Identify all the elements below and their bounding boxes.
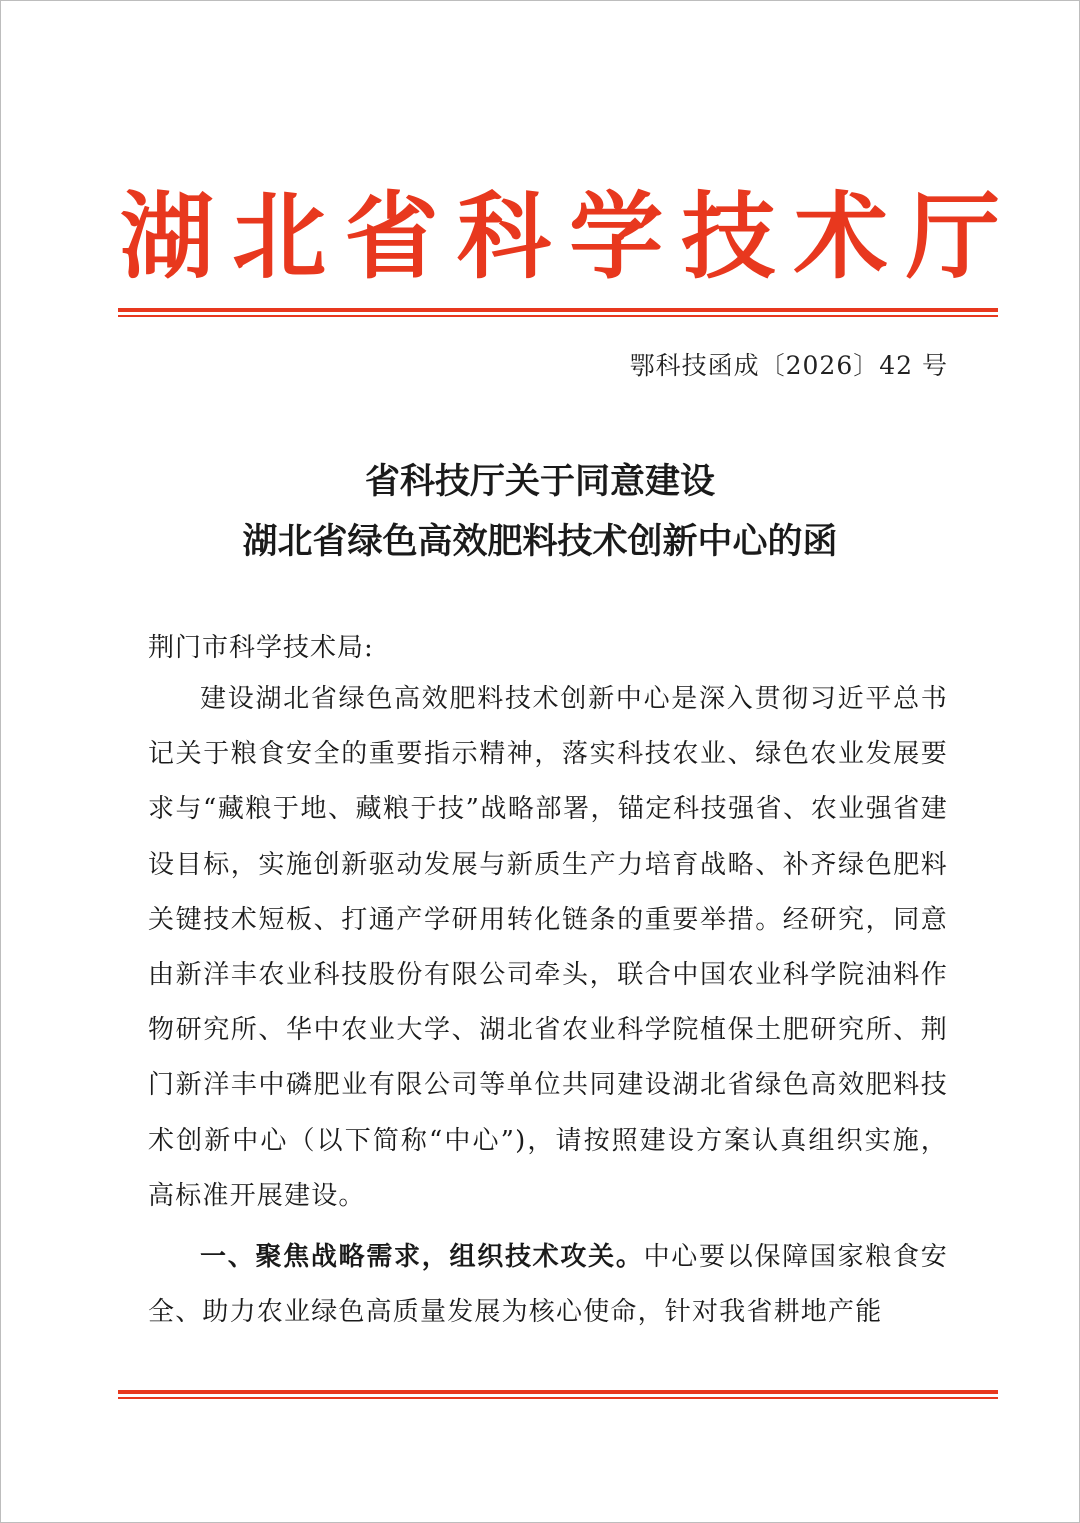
- section-heading: 一、聚焦战略需求，组织技术攻关。: [200, 1242, 644, 1273]
- document-title: [100, 452, 980, 572]
- letterhead-title: [120, 178, 1000, 298]
- title-line-2: 湖北省绿色高效肥料技术创新中心的函: [242, 522, 838, 562]
- document-number: 鄂科技函成〔2026〕42 号: [629, 351, 948, 380]
- letterhead-char: 北: [232, 183, 327, 292]
- divider-thick-line: [118, 1390, 998, 1394]
- letterhead-char: 省: [344, 183, 439, 292]
- letterhead-divider: [118, 308, 998, 317]
- salutation: 荆门市科学技术局:: [148, 633, 374, 663]
- divider-thick-line: [118, 308, 998, 312]
- letter-body: [148, 672, 948, 1340]
- divider-thin-line: [118, 315, 998, 317]
- letterhead-char: 技: [681, 183, 776, 292]
- body-paragraph: 建设湖北省绿色高效肥料技术创新中心是深入贯彻习近平总书记关于粮食安全的重要指示精神，落实科技农业、绿色农业发展要求与“藏粮于地、藏粮于技”战略部署，锚定科技强省、农业强省建设目标，实施创新驱动发展与新质生产力培育战略、补齐绿色肥料关键技术短板、打通产学研用转化链条的重要举措。经研究，同意由新洋丰农业科技股份有限公司牵头，联合中国农业科学院油料作物研究所、华中农业大学、湖北省农业科学院植保土肥研究所、荆门新洋丰中磷肥业有限公司等单位共同建设湖北省绿色高效肥料技术创新中心（以下简称“中心”)，请按照建设方案认真组织实施，高标准开展建设。: [148, 684, 948, 1211]
- letterhead-char: 湖: [120, 183, 215, 292]
- section-text: 中心要以保障国家粮食安全、助力农业绿色高质量发展为核心使命，针对我省耕地产能: [148, 1242, 949, 1328]
- letterhead-char: 科: [456, 183, 551, 292]
- divider-thin-line: [118, 1397, 998, 1399]
- letterhead-char: 术: [793, 183, 888, 292]
- letterhead-char: 厅: [905, 183, 1000, 292]
- letterhead-char: 学: [569, 183, 664, 292]
- body-paragraph-section-1: [148, 1230, 948, 1340]
- footer-divider: [118, 1390, 998, 1399]
- title-line-1: 省科技厅关于同意建设: [364, 462, 715, 502]
